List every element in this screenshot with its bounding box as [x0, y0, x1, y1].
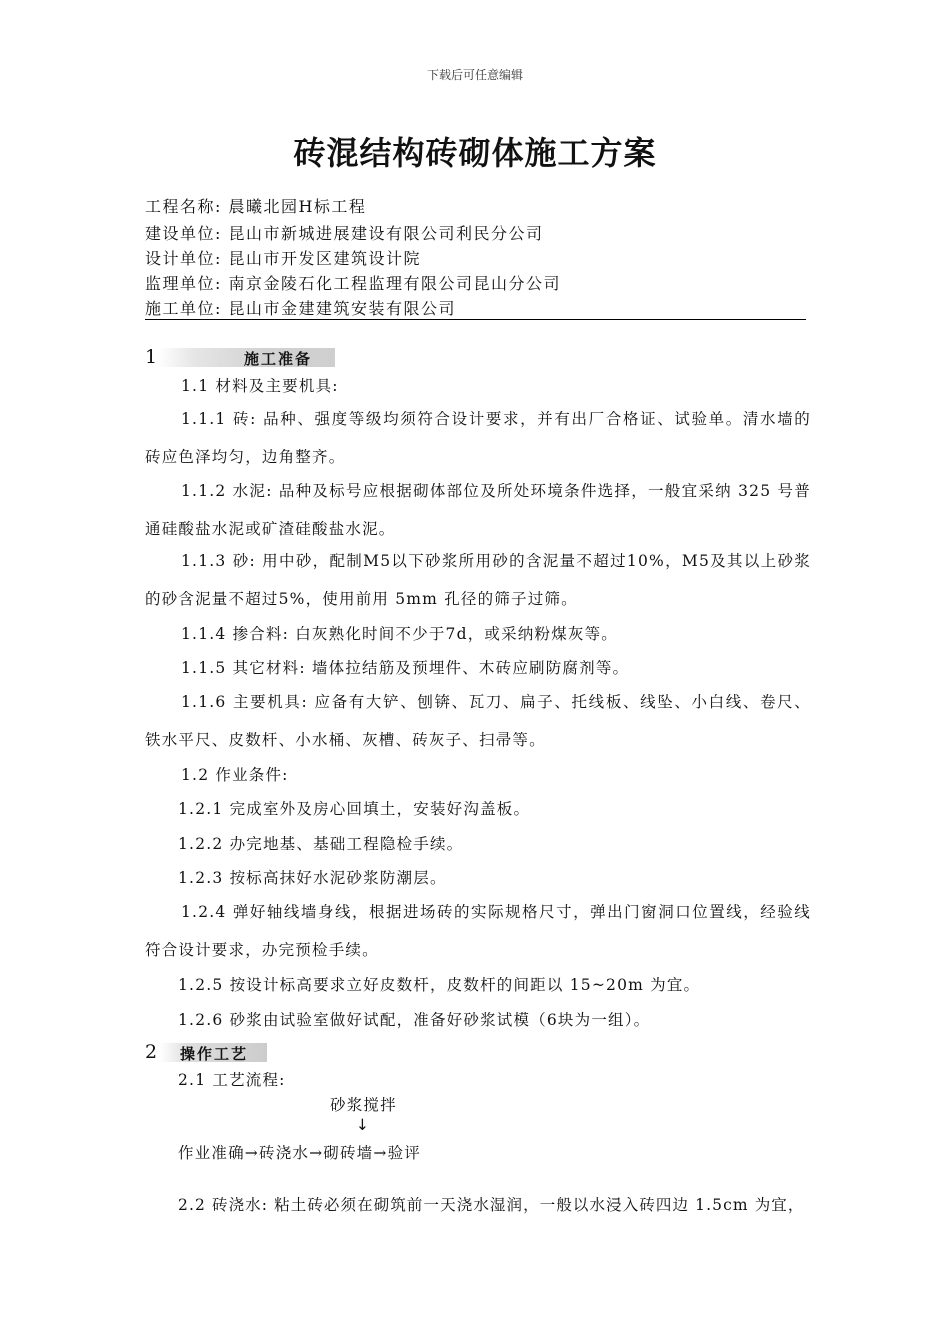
section-title: 施工准备 — [244, 350, 313, 368]
paragraph-1-1-6: 1.1.6 主要机具: 应备有大铲、刨锛、瓦刀、扁子、托线板、线坠、小白线、卷尺、铁水平尺、皮数杆、小水桶、灰槽、砖灰子、扫帚等。 — [145, 693, 811, 749]
section-title: 操作工艺 — [180, 1045, 249, 1063]
subsection-heading: 2.1 工艺流程: — [178, 1071, 286, 1089]
paragraph-1-1-3: 1.1.3 砂: 用中砂，配制M5以下砂浆所用砂的含泥量不超过10%，M5及其以上砂浆的砂含泥量不超过5%，使用前用 5mm 孔径的筛子过筛。 — [145, 552, 811, 608]
header-note: 下载后可任意编辑 — [426, 68, 523, 82]
header-divider — [145, 319, 806, 320]
paragraph-1-2-5: 1.2.5 按设计标高要求立好皮数杆，皮数杆的间距以 15~20m 为宜。 — [178, 976, 701, 994]
flow-step-mortar: 砂浆搅拌 — [330, 1096, 397, 1114]
section-number: 1 — [145, 346, 158, 368]
subsection-heading: 1.2 作业条件: — [181, 766, 289, 784]
down-arrow-icon: ↓ — [356, 1116, 371, 1134]
supervision-unit: 监理单位: 南京金陵石化工程监理有限公司昆山分公司 — [145, 274, 561, 293]
section-number: 2 — [145, 1041, 158, 1063]
paragraph-1-2-2: 1.2.2 办完地基、基础工程隐检手续。 — [178, 835, 464, 853]
paragraph-1-2-4: 1.2.4 弹好轴线墙身线，根据进场砖的实际规格尺寸，弹出门窗洞口位置线，经验线符合设计要求，办完预检手续。 — [145, 903, 811, 959]
document-title: 砖混结构砖砌体施工方案 — [293, 134, 657, 172]
paragraph-1-2-6: 1.2.6 砂浆由试验室做好试配，准备好砂浆试模（6块为一组）。 — [178, 1011, 651, 1029]
process-flow: 作业准确→砖浇水→砌砖墙→验评 — [178, 1144, 421, 1162]
paragraph-1-1-2: 1.1.2 水泥: 品种及标号应根据砌体部位及所处环境条件选择，一般宜采纳 325 号普通硅酸盐水泥或矿渣硅酸盐水泥。 — [145, 482, 811, 538]
paragraph-1-1-5: 1.1.5 其它材料: 墙体拉结筋及预埋件、木砖应刷防腐剂等。 — [181, 659, 630, 677]
contractor-unit: 施工单位: 昆山市金建建筑安装有限公司 — [145, 299, 456, 318]
paragraph-1-2-1: 1.2.1 完成室外及房心回填土，安装好沟盖板。 — [178, 800, 531, 818]
project-name: 工程名称: 晨曦北园H标工程 — [145, 197, 367, 216]
paragraph-1-2-3: 1.2.3 按标高抹好水泥砂浆防潮层。 — [178, 869, 447, 887]
paragraph-1-1-1: 1.1.1 砖: 品种、强度等级均须符合设计要求，并有出厂合格证、试验单。清水墙的砖应色泽均匀，边角整齐。 — [145, 410, 811, 466]
paragraph-1-1-4: 1.1.4 掺合料: 白灰熟化时间不少于7d，或采纳粉煤灰等。 — [181, 625, 619, 643]
design-unit: 设计单位: 昆山市开发区建筑设计院 — [145, 249, 421, 268]
paragraph-2-2: 2.2 砖浇水: 粘土砖必须在砌筑前一天浇水湿润，一般以水浸入砖四边 1.5cm 为宜， — [178, 1196, 805, 1214]
construction-unit: 建设单位: 昆山市新城进展建设有限公司利民分公司 — [145, 224, 544, 243]
subsection-heading: 1.1 材料及主要机具: — [181, 377, 339, 395]
